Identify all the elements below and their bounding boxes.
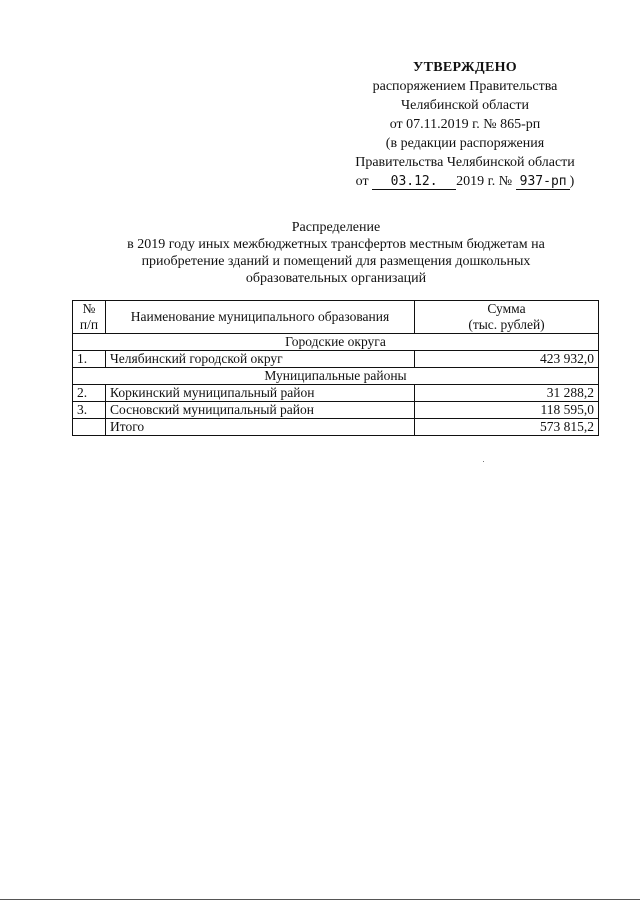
page-bottom-edge [0,899,640,900]
group-row-municipal-districts [73,368,599,385]
row-num: 1. [73,351,106,368]
table-row [73,402,599,419]
approval-line-5: Правительства Челябинской области [355,155,575,170]
total-num [73,419,106,436]
table-row [73,385,599,402]
row-num: 3. [73,402,106,419]
amendment-year: 2019 г. № [456,174,513,189]
title-line-3: приобретение зданий и помещений для размещения дошкольных [141,254,531,269]
amendment-date-handwritten: 03.12. [372,174,456,190]
total-label: Итого [106,419,415,436]
header-num-line-2: п/п [79,317,99,332]
title-line-1: Распределение [291,220,381,235]
amendment-number-handwritten: 937-рп [516,174,570,190]
row-name: Челябинский городской округ [106,351,415,368]
table-header-row [73,301,599,334]
group-title: Городские округа [73,334,599,351]
title-line-2: в 2019 году иных межбюджетных трансфертов местным бюджетам на [127,237,545,252]
header-num [73,301,106,334]
header-sum-line-1: Сумма [487,301,526,316]
header-sum [415,301,599,334]
group-row-city-districts [73,334,599,351]
row-num: 2. [73,385,106,402]
table-row [73,351,599,368]
total-sum: 573 815,2 [415,419,599,436]
approval-line-1: распоряжением Правительства [372,79,558,94]
row-name: Сосновский муниципальный район [106,402,415,419]
amendment-line [330,172,600,191]
header-sum-line-2: (тыс. рублей) [468,317,545,332]
approval-line-3: от 07.11.2019 г. № 865-рп [389,117,541,132]
row-sum: 31 288,2 [415,385,599,402]
row-sum: 118 595,0 [415,402,599,419]
approval-block [330,58,600,191]
row-name: Коркинский муниципальный район [106,385,415,402]
group-title: Муниципальные районы [73,368,599,385]
title-line-4: образовательных организаций [245,271,427,286]
distribution-table [72,300,599,436]
amendment-close-paren: ) [569,174,575,189]
header-num-line-1: № [82,301,96,316]
scan-speck [483,461,484,462]
total-row [73,419,599,436]
approval-line-2: Челябинской области [401,98,529,113]
amendment-from-prefix: от [355,174,369,189]
approval-line-4: (в редакции распоряжения [385,136,545,151]
document-title [72,219,600,287]
approval-heading: УТВЕРЖДЕНО [413,60,517,75]
row-sum: 423 932,0 [415,351,599,368]
header-name: Наименование муниципального образования [106,301,415,334]
